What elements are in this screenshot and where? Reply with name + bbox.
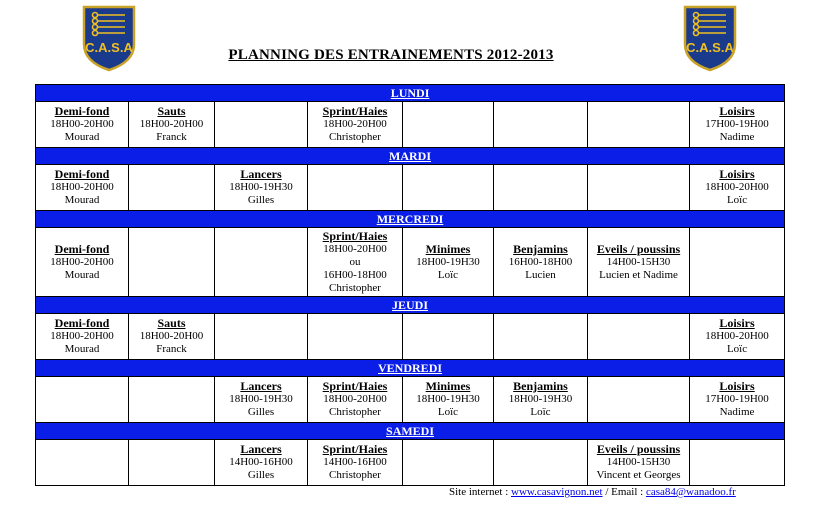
activity-name: Benjamins (513, 241, 568, 256)
activity-name: Loisirs (719, 167, 755, 181)
session-time: 18H00-20H00 (323, 242, 387, 255)
coach-name: Vincent et Georges (596, 469, 681, 481)
empty-slot (215, 314, 308, 360)
empty-slot (36, 377, 129, 423)
coach-name: Christopher (329, 131, 381, 143)
training-slot (129, 102, 215, 148)
activity-name: Lancers (240, 379, 282, 393)
coach-name: Christopher (329, 281, 381, 294)
activity-name: Benjamins (513, 379, 568, 393)
training-schedule-table (35, 84, 785, 486)
day-slots-row (36, 102, 785, 148)
session-time: 16H00-18H00 (508, 255, 573, 268)
training-slot (36, 165, 129, 211)
session-time: 18H00-20H00 (139, 330, 204, 342)
session-time: 14H00-15H30 (606, 456, 671, 468)
empty-slot (494, 440, 588, 486)
session-time: 18H00-19H30 (416, 393, 480, 405)
coach-name: Loïc (726, 343, 748, 355)
session-time: 18H00-19H30 (508, 393, 573, 405)
coach-name: Loïc (437, 406, 459, 418)
empty-slot (588, 165, 690, 211)
session-time-alt: 16H00-18H00 (323, 268, 387, 281)
training-slot (403, 228, 494, 297)
training-slot (690, 102, 785, 148)
training-slot (494, 377, 588, 423)
coach-name: Nadime (719, 131, 755, 143)
activity-name: Loisirs (719, 379, 755, 393)
activity-name: Sauts (157, 104, 186, 118)
empty-slot (36, 440, 129, 486)
training-slot (215, 440, 308, 486)
day-name: JEUDI (36, 297, 785, 314)
day-header-row (36, 423, 785, 440)
empty-slot (403, 440, 494, 486)
training-slot (403, 377, 494, 423)
empty-slot (494, 102, 588, 148)
coach-name: Loïc (726, 194, 748, 206)
empty-slot (129, 440, 215, 486)
site-label: Site internet : (449, 486, 512, 498)
session-time: 18H00-19H30 (229, 393, 293, 405)
session-time: 18H00-20H00 (50, 181, 114, 193)
empty-slot (403, 102, 494, 148)
session-time: 18H00-19H30 (229, 181, 293, 193)
coach-name: Loïc (530, 406, 551, 418)
session-time: 14H00-15H30 (606, 255, 671, 268)
activity-name: Lancers (240, 442, 282, 456)
empty-slot (129, 165, 215, 211)
session-time: 18H00-19H30 (416, 255, 480, 268)
activity-name: Sprint/Haies (322, 104, 388, 118)
coach-name: Mourad (64, 343, 100, 355)
empty-slot (308, 314, 403, 360)
email-label: / Email : (602, 486, 646, 498)
footer (449, 486, 736, 498)
training-slot (690, 377, 785, 423)
activity-name: Demi-fond (54, 104, 110, 118)
day-slots-row (36, 228, 785, 297)
empty-slot (215, 228, 308, 297)
empty-slot (129, 228, 215, 297)
empty-slot (588, 314, 690, 360)
training-slot (588, 228, 690, 297)
empty-slot (403, 314, 494, 360)
training-slot (308, 102, 403, 148)
activity-name: Minimes (425, 241, 471, 256)
alternative-label: ou (349, 255, 361, 268)
day-header-row (36, 360, 785, 377)
activity-name: Demi-fond (54, 241, 110, 256)
activity-name: Loisirs (719, 316, 755, 330)
empty-slot (129, 377, 215, 423)
training-slot (36, 102, 129, 148)
activity-name: Loisirs (719, 104, 755, 118)
training-slot (36, 314, 129, 360)
day-name: VENDREDI (36, 360, 785, 377)
empty-slot (690, 228, 785, 297)
activity-name: Sprint/Haies (322, 442, 388, 456)
activity-name: Demi-fond (54, 167, 110, 181)
coach-name: Lucien et Nadime (599, 268, 678, 281)
activity-name: Eveils / poussins (596, 442, 681, 456)
empty-slot (588, 102, 690, 148)
activity-name: Demi-fond (54, 316, 110, 330)
empty-slot (403, 165, 494, 211)
coach-name: Christopher (329, 469, 381, 481)
training-slot (690, 314, 785, 360)
training-slot (36, 228, 129, 297)
training-slot (690, 165, 785, 211)
empty-slot (308, 165, 403, 211)
coach-name: Nadime (719, 406, 755, 418)
training-slot (215, 165, 308, 211)
website-link[interactable]: www.casavignon.net (511, 486, 603, 498)
empty-slot (215, 102, 308, 148)
coach-name: Christopher (329, 406, 381, 418)
empty-slot (494, 165, 588, 211)
session-time: 18H00-20H00 (50, 255, 114, 268)
empty-slot (494, 314, 588, 360)
coach-name: Mourad (64, 131, 100, 143)
session-time: 17H00-19H00 (705, 118, 769, 130)
activity-name: Sauts (157, 316, 186, 330)
day-header-row (36, 85, 785, 102)
training-slot (308, 440, 403, 486)
day-slots-row (36, 165, 785, 211)
session-time: 18H00-20H00 (50, 330, 114, 342)
day-name: SAMEDI (36, 423, 785, 440)
training-slot (308, 228, 403, 297)
activity-name: Minimes (425, 379, 471, 393)
session-time: 18H00-20H00 (323, 118, 387, 130)
training-slot (588, 440, 690, 486)
session-time: 18H00-20H00 (323, 393, 387, 405)
session-time: 17H00-19H00 (705, 393, 769, 405)
coach-name: Lucien (525, 268, 556, 281)
svg-text:C.A.S.A: C.A.S.A (686, 40, 734, 55)
session-time: 14H00-16H00 (229, 456, 293, 468)
day-slots-row (36, 440, 785, 486)
day-slots-row (36, 377, 785, 423)
day-name: MERCREDI (36, 211, 785, 228)
day-header-row (36, 211, 785, 228)
svg-text:C.A.S.A: C.A.S.A (85, 40, 133, 55)
training-slot (308, 377, 403, 423)
page-title: PLANNING DES ENTRAINEMENTS 2012-2013 (228, 47, 554, 63)
coach-name: Mourad (64, 268, 100, 281)
empty-slot (588, 377, 690, 423)
activity-name: Lancers (240, 167, 282, 181)
coach-name: Mourad (64, 194, 100, 206)
coach-name: Gilles (247, 406, 275, 418)
session-time: 14H00-16H00 (323, 456, 387, 468)
training-slot (215, 377, 308, 423)
coach-name: Loïc (437, 268, 459, 281)
training-slot (494, 228, 588, 297)
coach-name: Gilles (247, 469, 275, 481)
day-header-row (36, 297, 785, 314)
activity-name: Sprint/Haies (322, 228, 388, 243)
activity-name: Eveils / poussins (596, 241, 681, 256)
session-time: 18H00-20H00 (139, 118, 204, 130)
day-name: LUNDI (36, 85, 785, 102)
session-time: 18H00-20H00 (50, 118, 114, 130)
session-time: 18H00-20H00 (705, 330, 769, 342)
training-slot (129, 314, 215, 360)
coach-name: Franck (156, 131, 187, 143)
activity-name: Sprint/Haies (322, 379, 388, 393)
coach-name: Gilles (247, 194, 275, 206)
day-name: MARDI (36, 148, 785, 165)
session-time: 18H00-20H00 (705, 181, 769, 193)
coach-name: Franck (156, 343, 187, 355)
day-header-row (36, 148, 785, 165)
day-slots-row (36, 314, 785, 360)
empty-slot (690, 440, 785, 486)
email-link[interactable]: casa84@wanadoo.fr (645, 486, 736, 498)
